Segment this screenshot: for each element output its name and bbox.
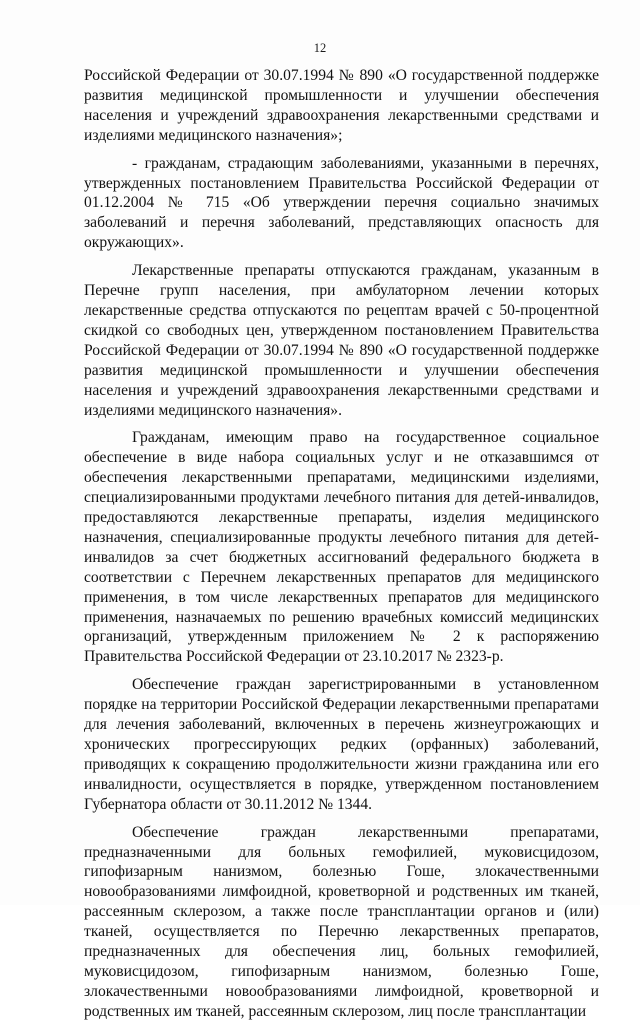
- paragraph: Лекарственные препараты отпускаются гражданам, указанным в Перечне групп населения, при амбулаторном лечении которых лекарственные средства отпускаются по рецептам врачей с 50-процентной скидкой со свободных цен, утвержденном постановлением Правительства Российской Федерации от 30.07.1994 № 890 «О государственной поддержке развития медицинской промышленности и улучшении обеспечения населения и учреждений здравоохранения лекарственными средствами и изделиями медицинского назначения».: [84, 262, 599, 419]
- page-number: 12: [313, 41, 327, 55]
- paragraph: Гражданам, имеющим право на государственное социальное обеспечение в виде набора социальных услуг и не отказавшимся от обеспечения лекарственными препаратами, медицинскими изделиями, специализированными продуктами лечебного питания для детей-инвалидов, предоставляются лекарственные препараты, изделия медицинского назначения, специализированные продукты лечебного питания для детей-инвалидов за счет бюджетных ассигнований федерального бюджета в соответствии с Перечнем лекарственных препаратов для медицинского применения, в том числе лекарственных препаратов для медицинского применения, назначаемых по решению врачебных комиссий медицинских организаций, утвержденным приложением № 2 к распоряжению Правительства Российской Федерации от 23.10.2017 № 2323-р.: [84, 429, 599, 666]
- paragraph: Обеспечение граждан зарегистрированными в установленном порядке на территории Российской Федерации лекарственными препаратами для лечения заболеваний, включенных в перечень жизнеугрожающих и хронических прогрессирующих редких (орфанных) заболеваний, приводящих к сокращению продолжительности жизни гражданина или его инвалидности, осуществляется в порядке, утвержденном постановлением Губернатора области от 30.11.2012 № 1344.: [84, 676, 599, 813]
- paragraph: Обеспечение граждан лекарственными препаратами, предназначенными для больных гемофилией, муковисцидозом, гипофизарным нанизмом, болезнью Гоше, злокачественными новообразованиями лимфоидной, кроветворной и родственных им тканей, рассеянным склерозом, а также после трансплантации органов и (или) тканей, осуществляется по Перечню лекарственных препаратов, предназначенных для обеспечения лиц, больных гемофилией, муковисцидозом, гипофизарным нанизмом, болезнью Гоше, злокачественными новообразованиями лимфоидной, кроветворной и родственных им тканей, рассеянным склерозом, лиц после трансплантации: [84, 823, 599, 1020]
- document-body: [84, 66, 599, 1022]
- paragraph-continuation: Российской Федерации от 30.07.1994 № 890 «О государственной поддержке развития медицинской промышленности и улучшении обеспечения населения и учреждений здравоохранения лекарственными средствами и изделиями медицинского назначения»;: [84, 67, 599, 144]
- paragraph-list-item: - гражданам, страдающим заболеваниями, указанными в перечнях, утвержденных постановлением Правительства Российской Федерации от 01.12.2004 № 715 «Об утверждении перечня социально значимых заболеваний и перечня заболеваний, представляющих опасность для окружающих».: [84, 154, 599, 252]
